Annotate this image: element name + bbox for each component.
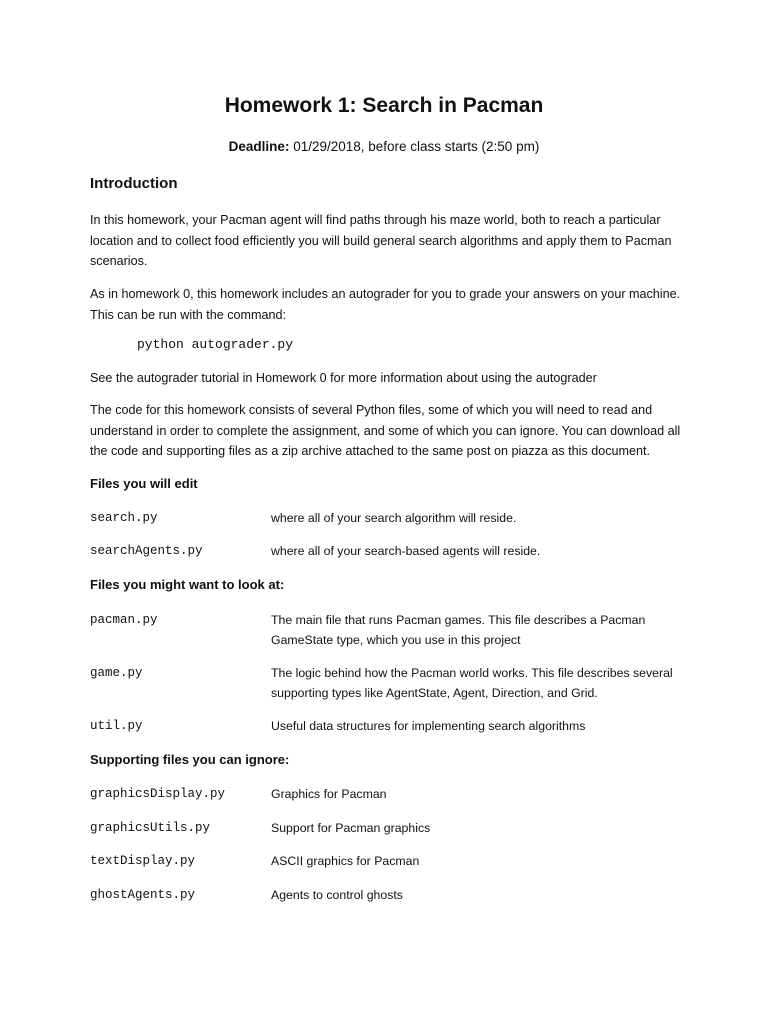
- file-name: ghostAgents.py: [90, 888, 196, 902]
- file-name: util.py: [90, 719, 143, 733]
- deadline-line: [0, 139, 768, 154]
- file-description: Agents to control ghosts: [271, 888, 403, 902]
- deadline-value: 01/29/2018, before class starts (2:50 pm): [289, 139, 540, 154]
- file-name: textDisplay.py: [90, 854, 196, 868]
- file-name: game.py: [90, 666, 143, 680]
- file-name: searchAgents.py: [90, 544, 203, 558]
- file-description: where all of your search algorithm will reside.: [271, 511, 517, 525]
- file-description: ASCII graphics for Pacman: [271, 854, 420, 868]
- intro-paragraph-2: As in homework 0, this homework includes an autograder for you to grade your answers on your machine. This can be run with the command:: [90, 287, 681, 322]
- file-name: graphicsUtils.py: [90, 821, 211, 835]
- deadline-label: Deadline:: [228, 139, 290, 154]
- file-description: Support for Pacman graphics: [271, 821, 431, 835]
- intro-paragraph-4: The code for this homework consists of several Python files, some of which you will need to read and understand in order to complete the assignment, and some of which you can ignore. You can download all the code and supporting files as a zip archive attached to the same post on piazza as this document.: [90, 403, 681, 458]
- file-name: graphicsDisplay.py: [90, 787, 226, 801]
- file-name: search.py: [90, 511, 158, 525]
- intro-paragraph-1: In this homework, your Pacman agent will find paths through his maze world, both to reach a particular location and to collect food efficiently you will build general search algorithms and apply them to Pacman scenarios.: [90, 213, 672, 268]
- file-description: The logic behind how the Pacman world works. This file describes several supporting types like AgentState, Agent, Direction, and Grid.: [271, 666, 673, 700]
- file-description: The main file that runs Pacman games. This file describes a Pacman GameState type, which you use in this project: [271, 613, 646, 647]
- intro-paragraph-3: See the autograder tutorial in Homework 0 for more information about using the autograder: [90, 371, 597, 385]
- file-description: Graphics for Pacman: [271, 787, 387, 801]
- autograder-command: python autograder.py: [137, 337, 294, 352]
- files-ignore-heading: Supporting files you can ignore:: [90, 752, 290, 767]
- file-description: where all of your search-based agents will reside.: [271, 544, 541, 558]
- files-look-heading: Files you might want to look at:: [90, 577, 285, 592]
- introduction-heading: Introduction: [90, 175, 178, 192]
- file-name: pacman.py: [90, 613, 158, 627]
- file-description: Useful data structures for implementing search algorithms: [271, 719, 586, 733]
- page-title: Homework 1: Search in Pacman: [224, 94, 544, 117]
- files-edit-heading: Files you will edit: [90, 476, 198, 491]
